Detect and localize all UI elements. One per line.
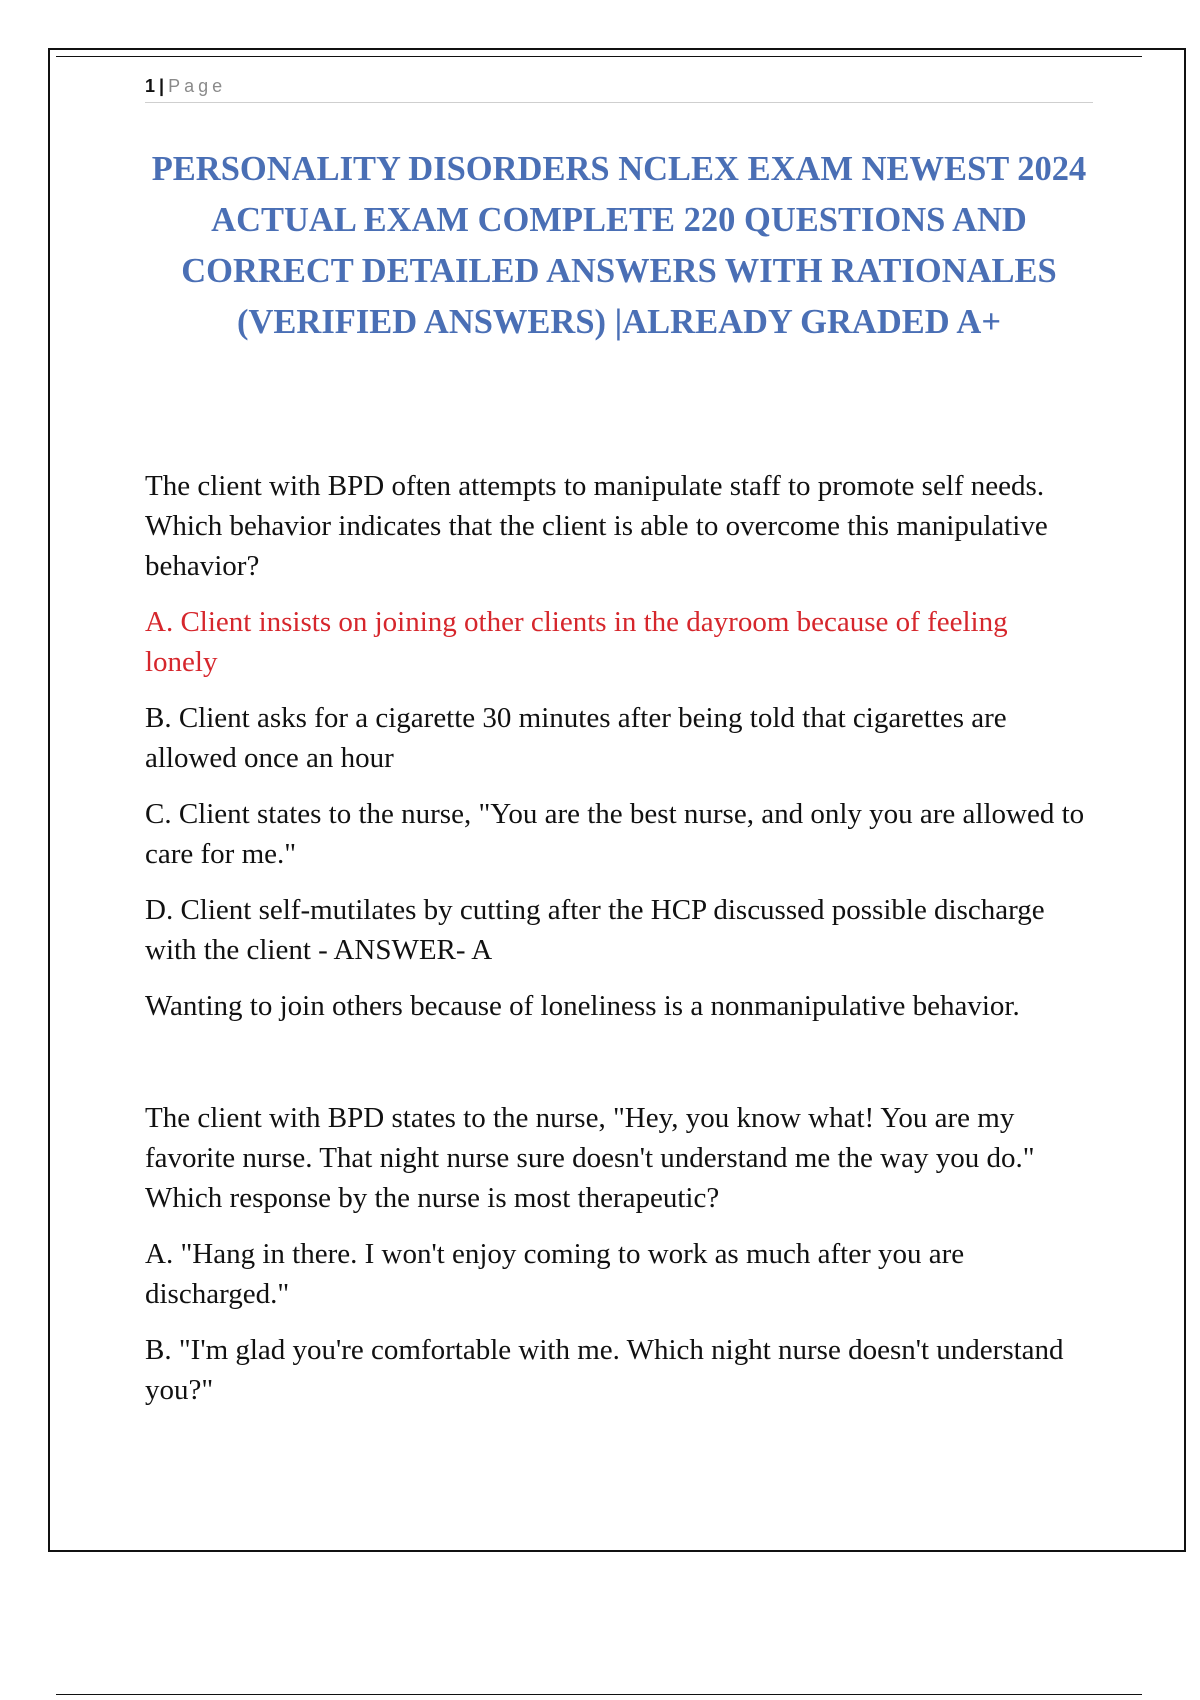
question-1-stem: The client with BPD often attempts to manipulate staff to promote self needs. Which behavior indicates that the client is able to overcome this manipulative behavior? (145, 470, 1048, 582)
bottom-rule (56, 1694, 1142, 1695)
question-1-option-a: A. Client insists on joining other clients in the dayroom because of feeling lonely (145, 606, 1008, 678)
page-label: Page (168, 76, 227, 96)
document-body (145, 466, 1085, 1426)
question-2-option-a: A. "Hang in there. I won't enjoy coming to work as much after you are discharged." (145, 1238, 965, 1310)
question-2-option-b: B. "I'm glad you're comfortable with me. Which night nurse doesn't understand you?" (145, 1334, 1064, 1406)
top-rule (56, 56, 1142, 57)
document-title: PERSONALITY DISORDERS NCLEX EXAM NEWEST 2024 ACTUAL EXAM COMPLETE 220 QUESTIONS AND CORRECT DETAILED ANSWERS WITH RATIONALES (VERIFIED ANSWERS) |ALREADY GRADED A+ (151, 150, 1087, 341)
question-spacer (145, 1026, 1085, 1098)
question-2 (145, 1098, 1085, 1410)
question-1 (145, 466, 1085, 1026)
question-1-option-d: D. Client self-mutilates by cutting after the HCP discussed possible discharge with the client - ANSWER- A (145, 894, 1045, 966)
page-number: 1 (145, 76, 156, 96)
question-1-rationale: Wanting to join others because of loneliness is a nonmanipulative behavior. (145, 990, 1020, 1022)
page-header (145, 74, 1093, 103)
question-2-stem: The client with BPD states to the nurse, "Hey, you know what! You are my favorite nurse. That night nurse sure doesn't understand me the way you do." Which response by the nurse is most therapeutic? (145, 1102, 1035, 1214)
page-separator: | (159, 76, 165, 96)
question-1-option-c: C. Client states to the nurse, "You are the best nurse, and only you are allowed to care for me." (145, 798, 1085, 870)
question-1-option-b: B. Client asks for a cigarette 30 minutes after being told that cigarettes are allowed once an hour (145, 702, 1007, 774)
